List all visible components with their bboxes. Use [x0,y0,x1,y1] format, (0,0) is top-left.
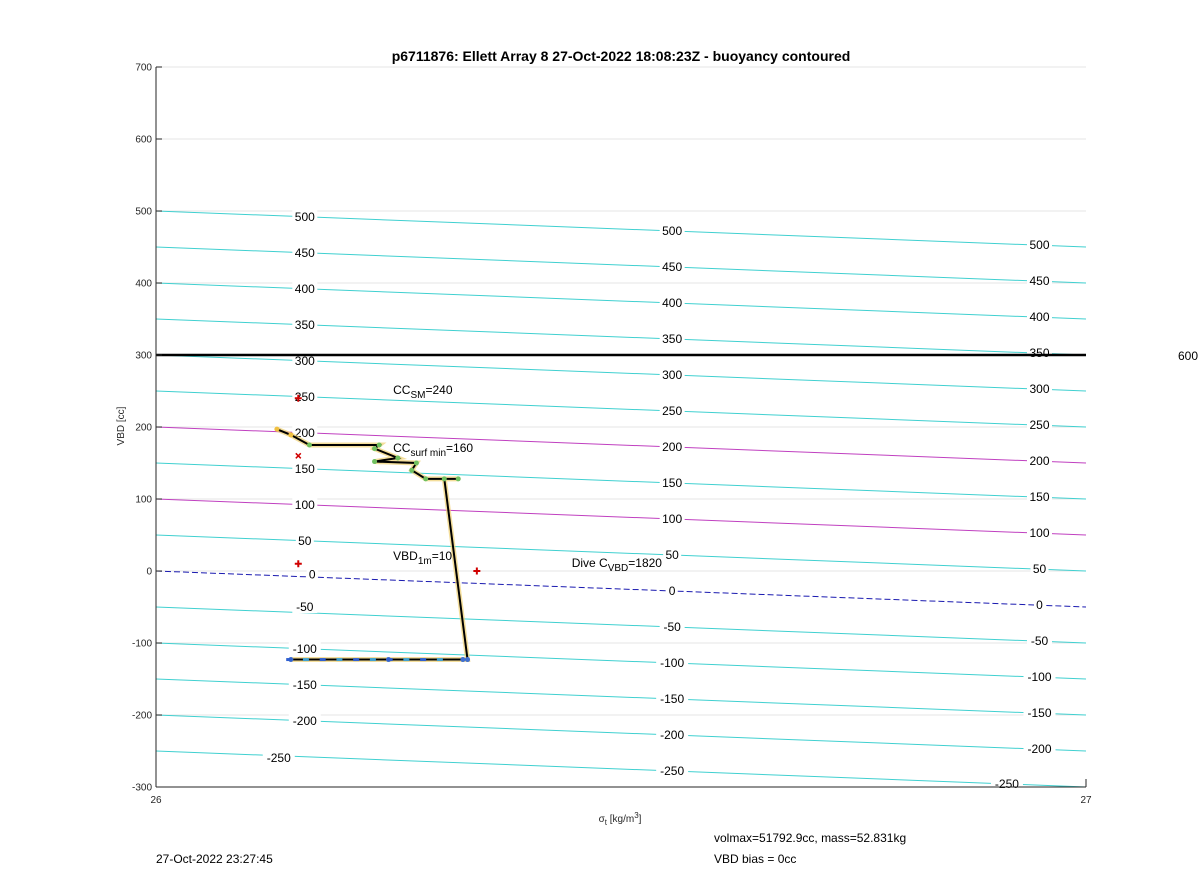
contour-label: 100 [1029,526,1050,541]
contour-line [156,751,1086,787]
y-tick-label: 500 [135,206,152,218]
footer-bias: VBD bias = 0cc [714,852,797,866]
x-tick-label: 27 [1080,795,1092,806]
trace-point [372,459,377,464]
contour-label: 0 [668,583,676,598]
y-tick-label: 600 [135,134,152,146]
contour-label: 50 [1032,562,1047,577]
contour-label: 300 [662,367,683,382]
axes [132,63,1092,807]
contour-label: -100 [1027,670,1052,685]
x-tick-label: 26 [150,795,162,806]
contour-label: 200 [1029,454,1050,469]
trace-bottom-dash [403,658,409,661]
contour-label: -150 [292,677,317,692]
contour-label: -250 [266,751,291,766]
y-tick-label: 400 [135,278,152,290]
marker-plus [473,568,480,575]
trace-point [372,446,377,451]
contour-label: -50 [1030,634,1049,649]
contour-label: 0 [308,567,316,582]
contour-label: -250 [994,776,1019,791]
contour-label: 500 [1029,238,1050,253]
reference-hline-label: 600 [1178,349,1199,363]
trace-point [423,476,428,481]
contour-label: 400 [1029,310,1050,325]
y-tick-label: -200 [131,710,152,722]
trace-point [460,657,465,662]
contour-label: -200 [292,713,317,728]
trace-point [274,427,279,432]
y-tick-label: 300 [135,350,152,362]
contour-label: 150 [294,461,315,476]
trace-bottom-dash [336,658,342,661]
annotation-cc_sm: $CC_{SM}=240$ [393,383,453,402]
contour-label: 200 [662,439,683,454]
trace-bottom-dash [420,658,426,661]
contour-label: 150 [1029,490,1050,505]
contour-label: -150 [1027,706,1052,721]
y-tick-label: -300 [131,782,152,794]
trace-bottom-dash [437,658,443,661]
y-tick-label: -100 [131,638,152,650]
contour-label: 400 [662,295,683,310]
footer-timestamp: 27-Oct-2022 23:27:45 [156,852,273,866]
chart-title: p6711876: Ellett Array 8 27-Oct-2022 18:08:23Z - buoyancy contoured [391,48,851,64]
trace-point [377,443,382,448]
contour-label: 300 [294,353,315,368]
contour-label: 450 [1029,274,1050,289]
marker-x [296,453,301,458]
contour-label: 400 [294,281,315,296]
trace-point [409,468,414,473]
contour-label: 350 [662,331,683,346]
contour-label: 500 [662,223,683,238]
contour-label: 200 [294,425,315,440]
trace-point [414,461,419,466]
contour-label: 450 [294,245,315,260]
y-tick-label: 700 [135,62,152,74]
trace-bottom-dash [303,658,309,661]
y-tick-label: 0 [146,566,152,578]
footer-volmax: volmax=51792.9cc, mass=52.831kg [714,831,907,845]
contour-label: 350 [294,317,315,332]
trace-point [395,455,400,460]
contour-label: -100 [292,641,317,656]
trace-bottom-dash [370,658,376,661]
contour-label: -100 [660,655,685,670]
trace-point [288,432,293,437]
contour-label: -200 [660,727,685,742]
contour-label: -250 [660,763,685,778]
y-tick-label: 100 [135,494,152,506]
contour-label: 50 [298,533,312,548]
contour-label: -150 [660,691,685,706]
trace-bottom-dash [387,658,393,661]
contour-label: 350 [1029,346,1050,361]
contour-label: 100 [294,497,315,512]
x-axis-label: $\sigma_t$ $[kg/m^3]$ [598,811,642,827]
trace-point [442,476,447,481]
trace-point [307,443,312,448]
contour-label: -200 [1027,742,1052,757]
trace-bottom-dash [353,658,359,661]
contour-label: 450 [662,259,683,274]
contour-label: 0 [1036,598,1043,613]
trace-bottom-dash [320,658,326,661]
contour-label: 100 [662,511,683,526]
contour-label: 50 [665,547,679,562]
contour-label: -50 [296,600,314,614]
annotation-dive_c: Dive $C_{VBD}=1820$ [571,556,662,574]
contour-label: 250 [294,389,315,404]
trace-point [465,657,470,662]
contour-label: -50 [663,619,681,634]
marker-plus [295,560,302,567]
contour-label: 250 [662,403,683,418]
contour-label: 300 [1029,382,1050,397]
contour-lines [156,209,1086,791]
trace-bottom-dash [286,658,292,661]
y-tick-label: 200 [135,422,152,434]
y-axis-label: VBD [cc] [116,406,127,446]
contour-label: 150 [662,475,683,490]
annotation-vbd_1m: $VBD_{1m}=10$ [393,548,453,567]
trace-point [456,476,461,481]
contour-label: 500 [294,209,315,224]
annotation-cc_surf: $CC_{surf min}=160$ [393,440,474,459]
contour-label: 250 [1029,418,1050,433]
